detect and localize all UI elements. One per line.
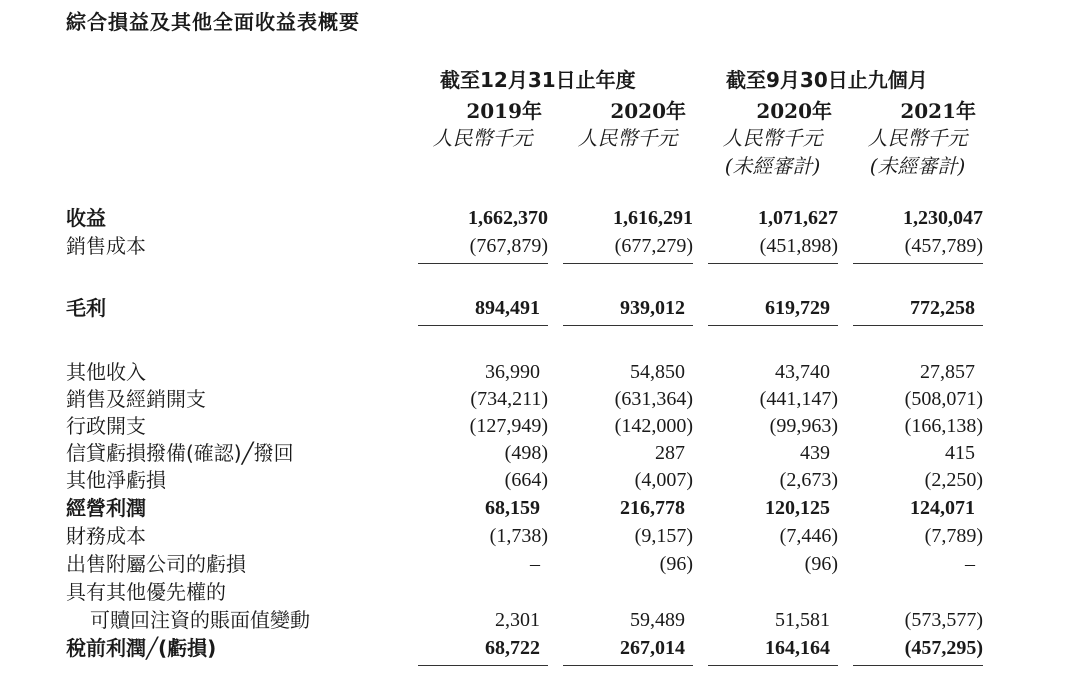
table-row-gross-profit xyxy=(0,294,1080,322)
table-row-revenue xyxy=(0,204,1080,232)
cell-value: 772,258 xyxy=(910,297,975,319)
cell-value: 1,662,370 xyxy=(468,207,548,229)
rule-line xyxy=(418,263,548,264)
column-note: (未經審計) xyxy=(869,154,966,178)
cell-value: (508,071) xyxy=(904,388,983,410)
row-label: 稅前利潤╱(虧損) xyxy=(66,636,217,660)
cell-value: 894,491 xyxy=(475,297,540,319)
rule-line xyxy=(708,325,838,326)
table-row-preferred-label xyxy=(0,578,1080,606)
cell-value: 216,778 xyxy=(620,497,685,519)
rule-line xyxy=(563,325,693,326)
cell-value: (127,949) xyxy=(469,415,548,437)
rule-line xyxy=(418,665,548,666)
cell-value: 939,012 xyxy=(620,297,685,319)
rule-line xyxy=(563,263,693,264)
cell-value: 54,850 xyxy=(630,361,685,383)
rule-line xyxy=(418,325,548,326)
column-unit: 人民幣千元 xyxy=(577,126,678,150)
cell-value: (664) xyxy=(504,469,548,491)
cell-value: (457,789) xyxy=(904,235,983,257)
cell-value: 415 xyxy=(945,442,975,464)
row-label: 出售附屬公司的虧損 xyxy=(66,552,246,576)
cell-value: (573,577) xyxy=(904,609,983,631)
cell-value: (142,000) xyxy=(614,415,693,437)
cell-value: (2,673) xyxy=(779,469,838,491)
cell-value: (734,211) xyxy=(470,388,548,410)
row-label: 可贖回注資的賬面值變動 xyxy=(90,608,310,632)
row-label: 其他淨虧損 xyxy=(66,468,166,492)
table-row-finance-costs xyxy=(0,522,1080,550)
row-label: 毛利 xyxy=(66,296,106,320)
column-year: 2021年 xyxy=(900,99,976,123)
row-label: 銷售及經銷開支 xyxy=(66,387,206,411)
cell-value: 36,990 xyxy=(485,361,540,383)
cell-value: (451,898) xyxy=(759,235,838,257)
cell-value: (457,295) xyxy=(904,637,983,659)
cell-value: (7,446) xyxy=(779,525,838,547)
column-year: 2019年 xyxy=(466,99,542,123)
cell-value: (4,007) xyxy=(634,469,693,491)
cell-value: (677,279) xyxy=(614,235,693,257)
cell-value: (96) xyxy=(659,553,693,575)
cell-value: 59,489 xyxy=(630,609,685,631)
cell-value: – xyxy=(965,553,975,575)
cell-value: 2,301 xyxy=(495,609,540,631)
table-row-other-income xyxy=(0,358,1080,386)
row-label: 財務成本 xyxy=(66,524,146,548)
rule-line xyxy=(708,263,838,264)
cell-value: (767,879) xyxy=(469,235,548,257)
cell-value: 267,014 xyxy=(620,637,685,659)
cell-value: 439 xyxy=(800,442,830,464)
page-title: 綜合損益及其他全面收益表概要 xyxy=(66,10,360,34)
cell-value: 68,722 xyxy=(485,637,540,659)
table-row-credit-loss xyxy=(0,439,1080,467)
row-label: 收益 xyxy=(66,206,106,230)
column-year: 2020年 xyxy=(756,99,832,123)
column-note: (未經審計) xyxy=(724,154,821,178)
cell-value: (631,364) xyxy=(614,388,693,410)
table-row-preferred-change xyxy=(0,606,1080,634)
cell-value: (498) xyxy=(504,442,548,464)
cell-value: (2,250) xyxy=(924,469,983,491)
cell-value: 43,740 xyxy=(775,361,830,383)
table-row-selling-expenses xyxy=(0,385,1080,413)
cell-value: (96) xyxy=(804,553,838,575)
table-row-admin-expenses xyxy=(0,412,1080,440)
row-label: 行政開支 xyxy=(66,414,146,438)
row-label: 經營利潤 xyxy=(66,496,146,520)
cell-value: 1,230,047 xyxy=(903,207,983,229)
rule-line xyxy=(853,665,983,666)
cell-value: (1,738) xyxy=(489,525,548,547)
cell-value: 1,071,627 xyxy=(758,207,838,229)
row-label: 信貸虧損撥備(確認)╱撥回 xyxy=(66,441,294,465)
cell-value: 68,159 xyxy=(485,497,540,519)
table-row-operating-profit xyxy=(0,494,1080,522)
cell-value: 287 xyxy=(655,442,685,464)
table-row-disposal-loss xyxy=(0,550,1080,578)
period-header-nine-months: 截至9月30日止九個月 xyxy=(726,68,928,92)
cell-value: 120,125 xyxy=(765,497,830,519)
rule-line xyxy=(853,263,983,264)
row-label: 其他收入 xyxy=(66,360,146,384)
cell-value: (7,789) xyxy=(924,525,983,547)
cell-value: (441,147) xyxy=(759,388,838,410)
cell-value: 27,857 xyxy=(920,361,975,383)
cell-value: 1,616,291 xyxy=(613,207,693,229)
rule-line xyxy=(853,325,983,326)
cell-value: (166,138) xyxy=(904,415,983,437)
cell-value: (9,157) xyxy=(634,525,693,547)
column-unit: 人民幣千元 xyxy=(722,126,823,150)
row-label: 銷售成本 xyxy=(66,234,146,258)
table-row-profit-before-tax xyxy=(0,634,1080,662)
column-year: 2020年 xyxy=(610,99,686,123)
table-row-other-net-loss xyxy=(0,466,1080,494)
cell-value: 164,164 xyxy=(765,637,830,659)
column-unit: 人民幣千元 xyxy=(432,126,533,150)
row-label: 具有其他優先權的 xyxy=(66,580,226,604)
cell-value: 51,581 xyxy=(775,609,830,631)
rule-line xyxy=(708,665,838,666)
period-header-year-end: 截至12月31日止年度 xyxy=(440,68,636,92)
cell-value: 124,071 xyxy=(910,497,975,519)
rule-line xyxy=(563,665,693,666)
cell-value: – xyxy=(530,553,540,575)
column-unit: 人民幣千元 xyxy=(867,126,968,150)
table-row-cost-of-sales xyxy=(0,232,1080,260)
cell-value: 619,729 xyxy=(765,297,830,319)
cell-value: (99,963) xyxy=(769,415,838,437)
